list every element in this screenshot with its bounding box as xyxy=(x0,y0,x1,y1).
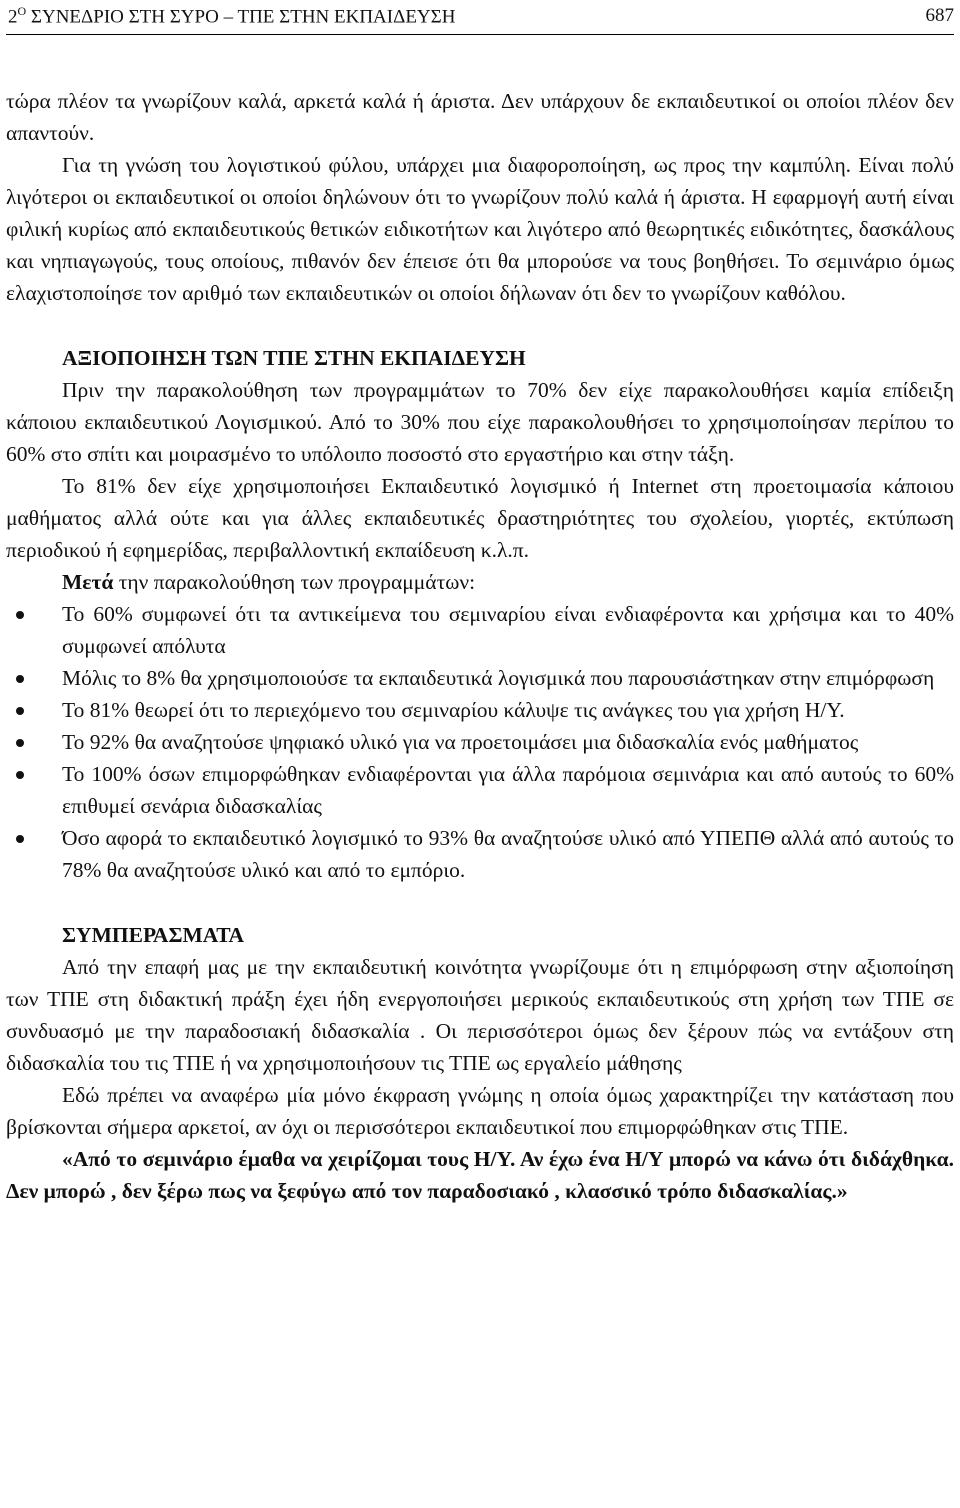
section1-paragraph-1: Πριν την παρακολούθηση των προγραμμάτων το 70% δεν είχε παρακολουθήσει καμία επίδειξη κάποιου εκπαιδευτικού Λογισμικού. Από το 30% που είχε παρακολουθήσει το χρησιμοποίησαν περίπου το 60% στο σπίτι και μοιρασμένο το υπόλοιπο ποσοστό στο εργαστήριο και στην τάξη. xyxy=(6,378,954,466)
section-heading-ict: ΑΞΙΟΠΟΙΗΣΗ ΤΩΝ ΤΠΕ ΣΤΗΝ ΕΚΠΑΙΔΕΥΣΗ xyxy=(62,346,526,370)
body-text xyxy=(6,85,954,1207)
list-item-text: Μόλις το 8% θα χρησιμοποιούσε τα εκπαιδευτικά λογισμικά που παρουσιάστηκαν στην επιμόρφωση xyxy=(62,666,935,690)
conclusions-paragraph-2: Εδώ πρέπει να αναφέρω μία μόνο έκφραση γνώμης η οποία όμως χαρακτηρίζει την κατάσταση που βρίσκονται σήμερα αρκετοί, αν όχι οι περισσότεροι εκπαιδευτικοί που επιμορφώθηκαν στις ΤΠΕ. xyxy=(6,1083,954,1139)
list-item xyxy=(6,822,954,886)
list-item xyxy=(6,758,954,822)
conference-name: ΣΥΝΕΔΡΙΟ ΣΤΗ ΣΥΡΟ – ΤΠΕ ΣΤΗΝ ΕΚΠΑΙΔΕΥΣΗ xyxy=(26,6,456,28)
conference-ordinal: Ο xyxy=(17,3,27,18)
after-lead-text: την παρακολούθηση των προγραμμάτων: xyxy=(113,570,476,594)
bullet-icon xyxy=(16,835,24,843)
conference-number: 2 xyxy=(8,6,18,28)
list-item xyxy=(6,694,954,726)
intro-paragraph-1: τώρα πλέον τα γνωρίζουν καλά, αρκετά καλά ή άριστα. Δεν υπάρχουν δε εκπαιδευτικοί οι οποίοι πλέον δεν απαντούν. xyxy=(6,89,954,145)
after-programs-lead xyxy=(6,566,954,598)
findings-list xyxy=(6,598,954,886)
running-header xyxy=(6,0,954,35)
bullet-icon xyxy=(16,675,24,683)
list-item xyxy=(6,726,954,758)
teacher-quote: «Από το σεμινάριο έμαθα να χειρίζομαι τους Η/Υ. Αν έχω ένα Η/Υ μπορώ να κάνω ότι διδάχθηκα. Δεν μπορώ , δεν ξέρω πως να ξεφύγω από τον παραδοσιακό , κλασσικό τρόπο διδασκαλίας.» xyxy=(6,1147,954,1203)
list-item-text: Το 100% όσων επιμορφώθηκαν ενδιαφέρονται για άλλα παρόμοια σεμινάρια και από αυτούς το 60% επιθυμεί σενάρια διδασκαλίας xyxy=(62,762,954,818)
list-item xyxy=(6,598,954,662)
conclusions-paragraph-1: Από την επαφή μας με την εκπαιδευτική κοινότητα γνωρίζουμε ότι η επιμόρφωση στην αξιοποίηση των ΤΠΕ στη διδακτική πράξη έχει ήδη ενεργοποιήσει μερικούς εκπαιδευτικούς στη χρήση των ΤΠΕ σε συνδυασμό με την παραδοσιακή διδασκαλία . Οι περισσότεροι όμως δεν ξέρουν πώς να εντάξουν στη διδασκαλία του τις ΤΠΕ ή να χρησιμοποιήσουν τις ΤΠΕ ως εργαλείο μάθησης xyxy=(6,955,954,1075)
bullet-icon xyxy=(16,771,24,779)
section-heading-conclusions: ΣΥΜΠΕΡΑΣΜΑΤΑ xyxy=(62,923,245,947)
bullet-icon xyxy=(16,707,24,715)
section1-paragraph-2: Το 81% δεν είχε χρησιμοποιήσει Εκπαιδευτικό λογισμικό ή Internet στη προετοιμασία κάποιου μαθήματος αλλά ούτε και για άλλες εκπαιδευτικές δραστηριότητες του σχολείου, γιορτές, εκτύπωση περιοδικού ή εφημερίδας, περιβαλλοντική εκπαίδευση κ.λ.π. xyxy=(6,474,954,562)
after-bold-label: Μετά xyxy=(62,570,114,594)
intro-paragraph-2: Για τη γνώση του λογιστικού φύλου, υπάρχει μια διαφοροποίηση, ως προς την καμπύλη. Είναι πολύ λιγότεροι οι εκπαιδευτικοί οι οποίοι δηλώνουν ότι το γνωρίζουν πολύ καλά ή άριστα. Η εφαρμογή αυτή είναι φιλική κυρίως από εκπαιδευτικούς θετικών ειδικοτήτων και λιγότερο από θεωρητικές ειδικότητες, δασκάλους και νηπιαγωγούς, τους οποίους, πιθανόν δεν έπεισε ότι θα μπορούσε να τους βοηθήσει. Το σεμινάριο όμως ελαχιστοποίησε τον αριθμό των εκπαιδευτικών οι οποίοι δήλωναν ότι δεν το γνωρίζουν καθόλου. xyxy=(6,153,954,305)
list-item-text: Όσο αφορά το εκπαιδευτικό λογισμικό το 93% θα αναζητούσε υλικό από ΥΠΕΠΘ αλλά από αυτούς το 78% θα αναζητούσε υλικό και από το εμπόριο. xyxy=(62,826,954,882)
list-item xyxy=(6,662,954,694)
conference-title xyxy=(8,4,455,28)
bullet-icon xyxy=(16,611,24,619)
bullet-icon xyxy=(16,739,24,747)
page-number: 687 xyxy=(925,5,954,26)
list-item-text: Το 81% θεωρεί ότι το περιεχόμενο του σεμιναρίου κάλυψε τις ανάγκες του για χρήση Η/Υ. xyxy=(62,698,845,722)
list-item-text: Το 60% συμφωνεί ότι τα αντικείμενα του σεμιναρίου είναι ενδιαφέροντα και χρήσιμα και το 40% συμφωνεί απόλυτα xyxy=(62,602,954,658)
list-item-text: Το 92% θα αναζητούσε ψηφιακό υλικό για να προετοιμάσει μια διδασκαλία ενός μαθήματος xyxy=(62,730,859,754)
